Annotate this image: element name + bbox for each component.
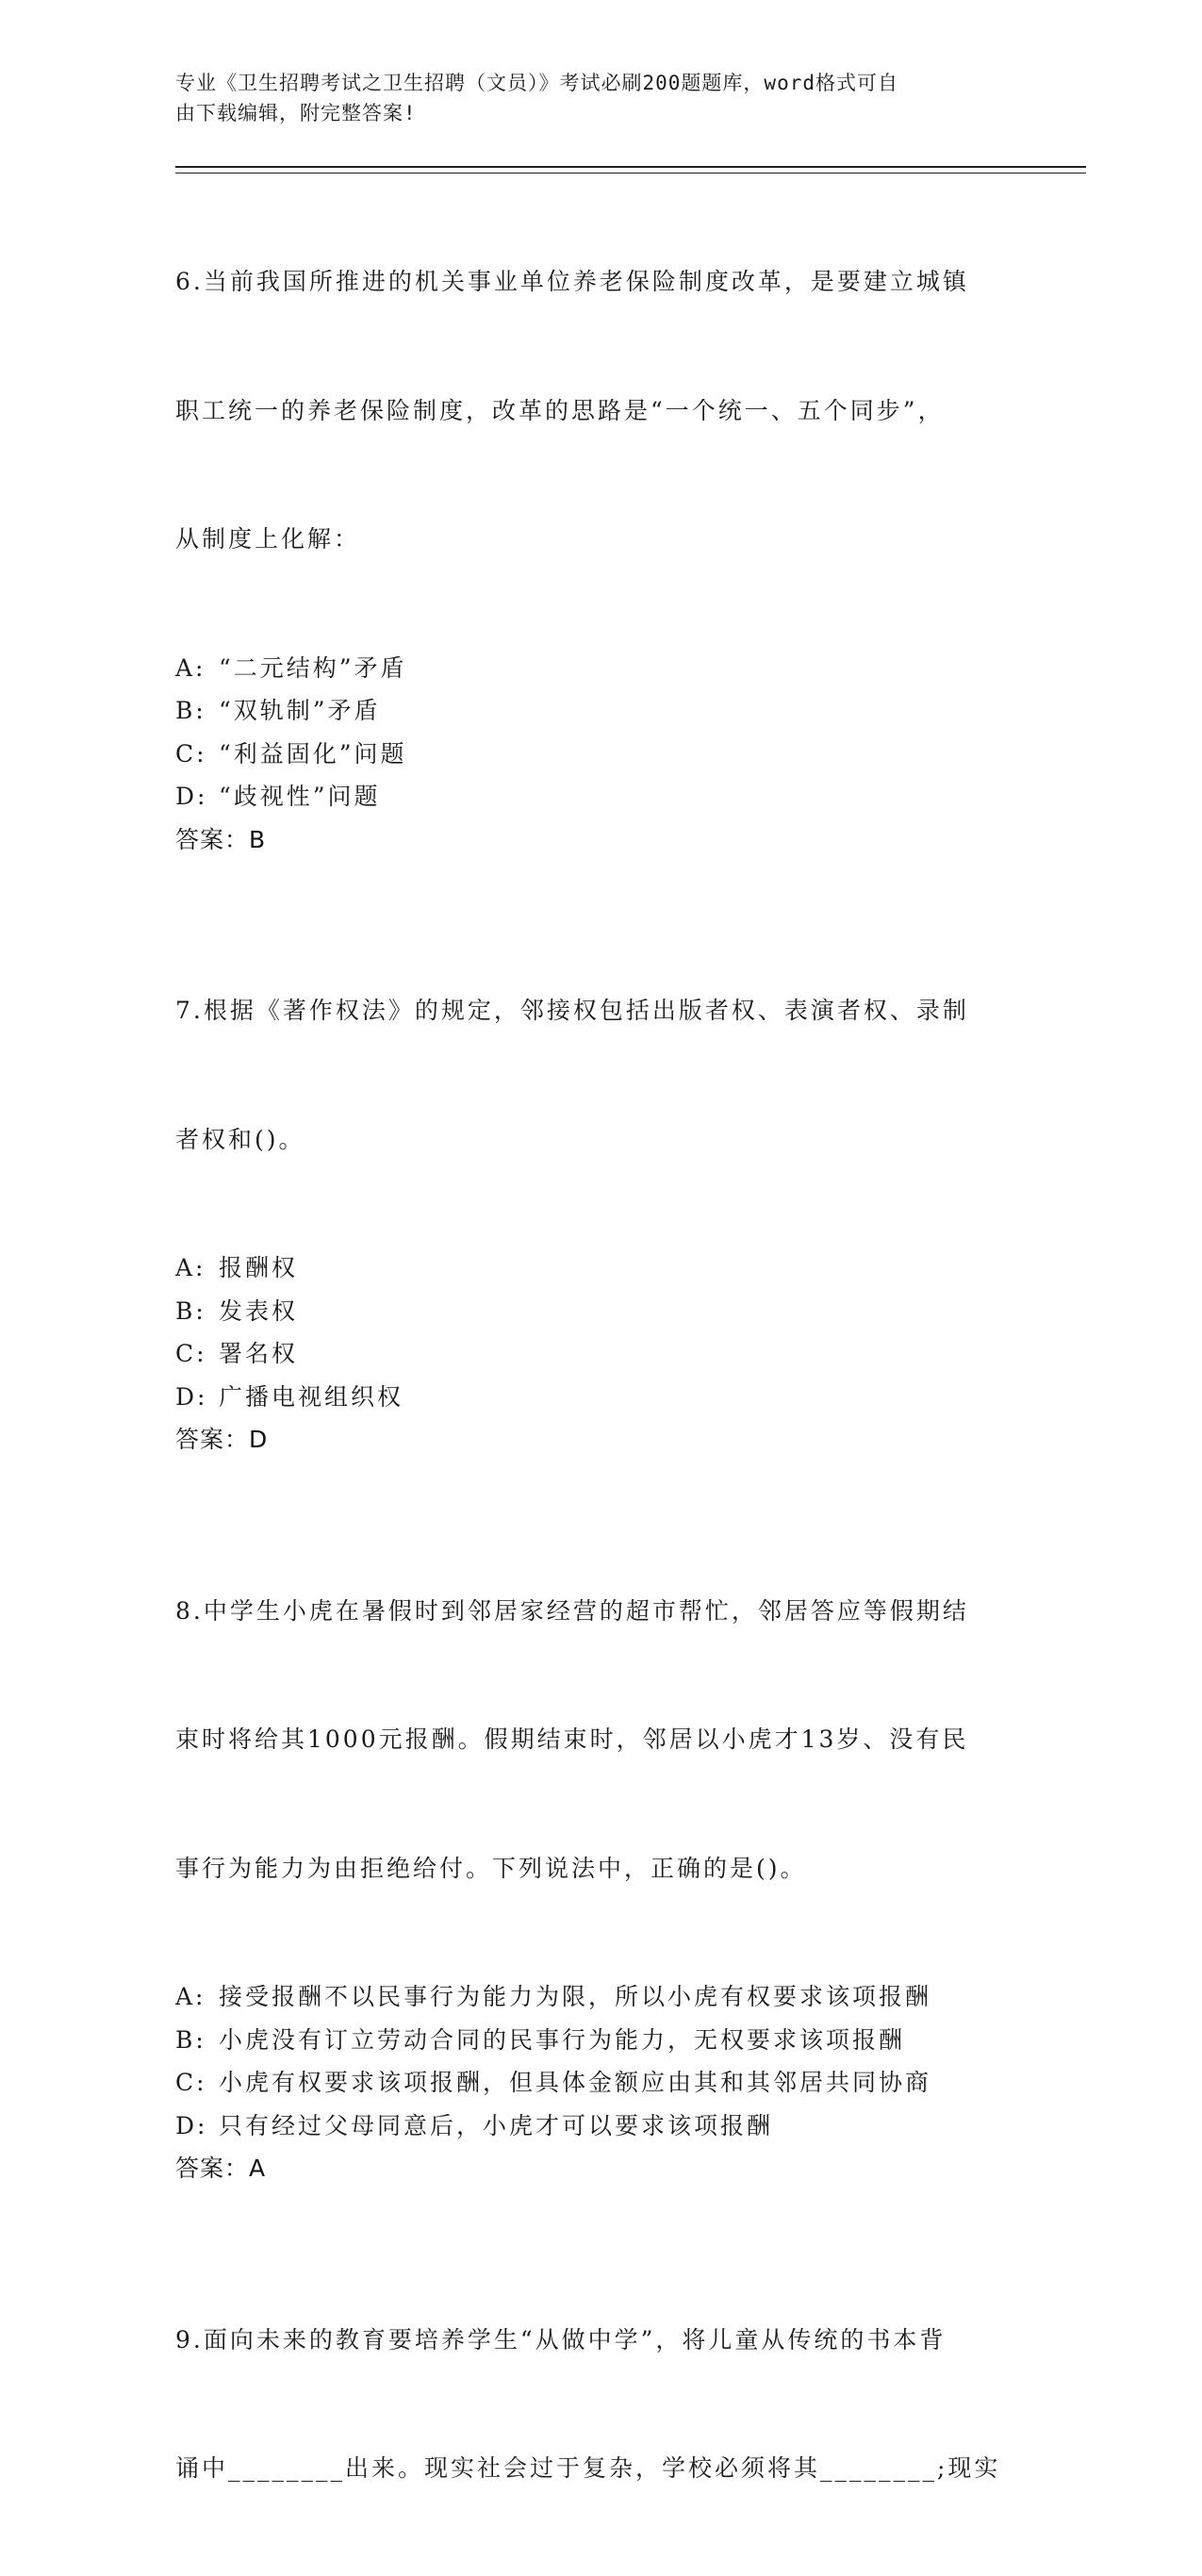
stem-line: 者权和()。 <box>175 1125 305 1153</box>
option-text: 广播电视组织权 <box>219 1382 404 1411</box>
option-letter: A: <box>175 1983 206 2010</box>
question-stem <box>175 2233 1024 2576</box>
question-gap <box>175 2190 1024 2233</box>
option-text: “二元结构”矛盾 <box>219 653 407 682</box>
option-c <box>175 1332 1024 1376</box>
option-text: 只有经过父母同意后，小虎才可以要求该项报酬 <box>219 2111 774 2139</box>
stem-line: 6.当前我国所推进的机关事业单位养老保险制度改革，是要建立城镇 <box>175 268 969 295</box>
question-stem <box>175 174 1024 647</box>
answer-label: 答案：D <box>175 1426 269 1453</box>
option-b <box>175 689 1024 733</box>
option-letter: A: <box>175 653 206 682</box>
option-text: “双轨制”矛盾 <box>219 697 381 724</box>
option-text: 报酬权 <box>219 1254 299 1281</box>
question-stem <box>175 1504 1024 1976</box>
option-a <box>175 1975 1024 2019</box>
option-letter: A: <box>175 1254 206 1281</box>
option-d <box>175 2105 1024 2148</box>
option-text: “利益固化”问题 <box>219 739 407 768</box>
option-a <box>175 647 1024 690</box>
option-text: “歧视性”问题 <box>219 783 381 810</box>
document-header <box>175 68 1005 128</box>
header-divider-thick <box>175 166 1086 168</box>
option-letter: B: <box>175 697 206 724</box>
stem-line: 7.根据《著作权法》的规定，邻接权包括出版者权、表演者权、录制 <box>175 997 969 1024</box>
question-7 <box>175 903 1024 1461</box>
option-letter: D: <box>175 783 208 810</box>
answer-label: 答案：B <box>175 825 267 853</box>
option-letter: B: <box>175 1296 206 1325</box>
stem-line: 诵中________出来。现实社会过于复杂，学校必须将其________;现实 <box>175 2454 1001 2482</box>
answer-label: 答案：A <box>175 2155 267 2182</box>
question-gap <box>175 861 1024 903</box>
option-a <box>175 1247 1024 1290</box>
header-line-1: 专业《卫生招聘考试之卫生招聘（文员）》考试必刷200题题库，word格式可自 <box>175 72 898 94</box>
question-gap <box>175 1461 1024 1504</box>
stem-line: 事行为能力为由拒绝给付。下列说法中，正确的是()。 <box>175 1854 807 1882</box>
stem-line: 从制度上化解： <box>175 525 361 553</box>
option-letter: C: <box>175 739 207 768</box>
option-letter: C: <box>175 2069 207 2096</box>
question-stem <box>175 903 1024 1247</box>
option-b <box>175 1290 1024 1333</box>
option-c <box>175 2061 1024 2105</box>
option-letter: D: <box>175 2111 208 2139</box>
option-d <box>175 775 1024 818</box>
option-text: 小虎没有订立劳动合同的民事行为能力，无权要求该项报酬 <box>219 2025 906 2054</box>
option-b <box>175 2019 1024 2062</box>
question-9 <box>175 2233 1024 2576</box>
stem-line: 8.中学生小虎在暑假时到邻居家经营的超市帮忙，邻居答应等假期结 <box>175 1596 969 1625</box>
option-c <box>175 733 1024 776</box>
question-8 <box>175 1504 1024 2190</box>
option-d <box>175 1376 1024 1419</box>
option-letter: D: <box>175 1382 208 1411</box>
question-6 <box>175 174 1024 861</box>
option-letter: C: <box>175 1340 207 1367</box>
option-text: 发表权 <box>219 1296 299 1325</box>
question-list <box>175 174 1024 2576</box>
option-text: 小虎有权要求该项报酬，但具体金额应由其和其邻居共同协商 <box>219 2069 932 2096</box>
option-text: 接受报酬不以民事行为能力为限，所以小虎有权要求该项报酬 <box>219 1983 932 2010</box>
option-letter: B: <box>175 2025 206 2054</box>
option-text: 署名权 <box>219 1340 299 1367</box>
stem-line: 职工统一的养老保险制度，改革的思路是“一个统一、五个同步”， <box>175 396 945 424</box>
header-line-2: 由下载编辑，附完整答案! <box>175 102 417 124</box>
stem-line: 9.面向未来的教育要培养学生“从做中学”，将儿童从传统的书本背 <box>175 2325 947 2353</box>
stem-line: 束时将给其1000元报酬。假期结束时，邻居以小虎才13岁、没有民 <box>175 1726 969 1753</box>
